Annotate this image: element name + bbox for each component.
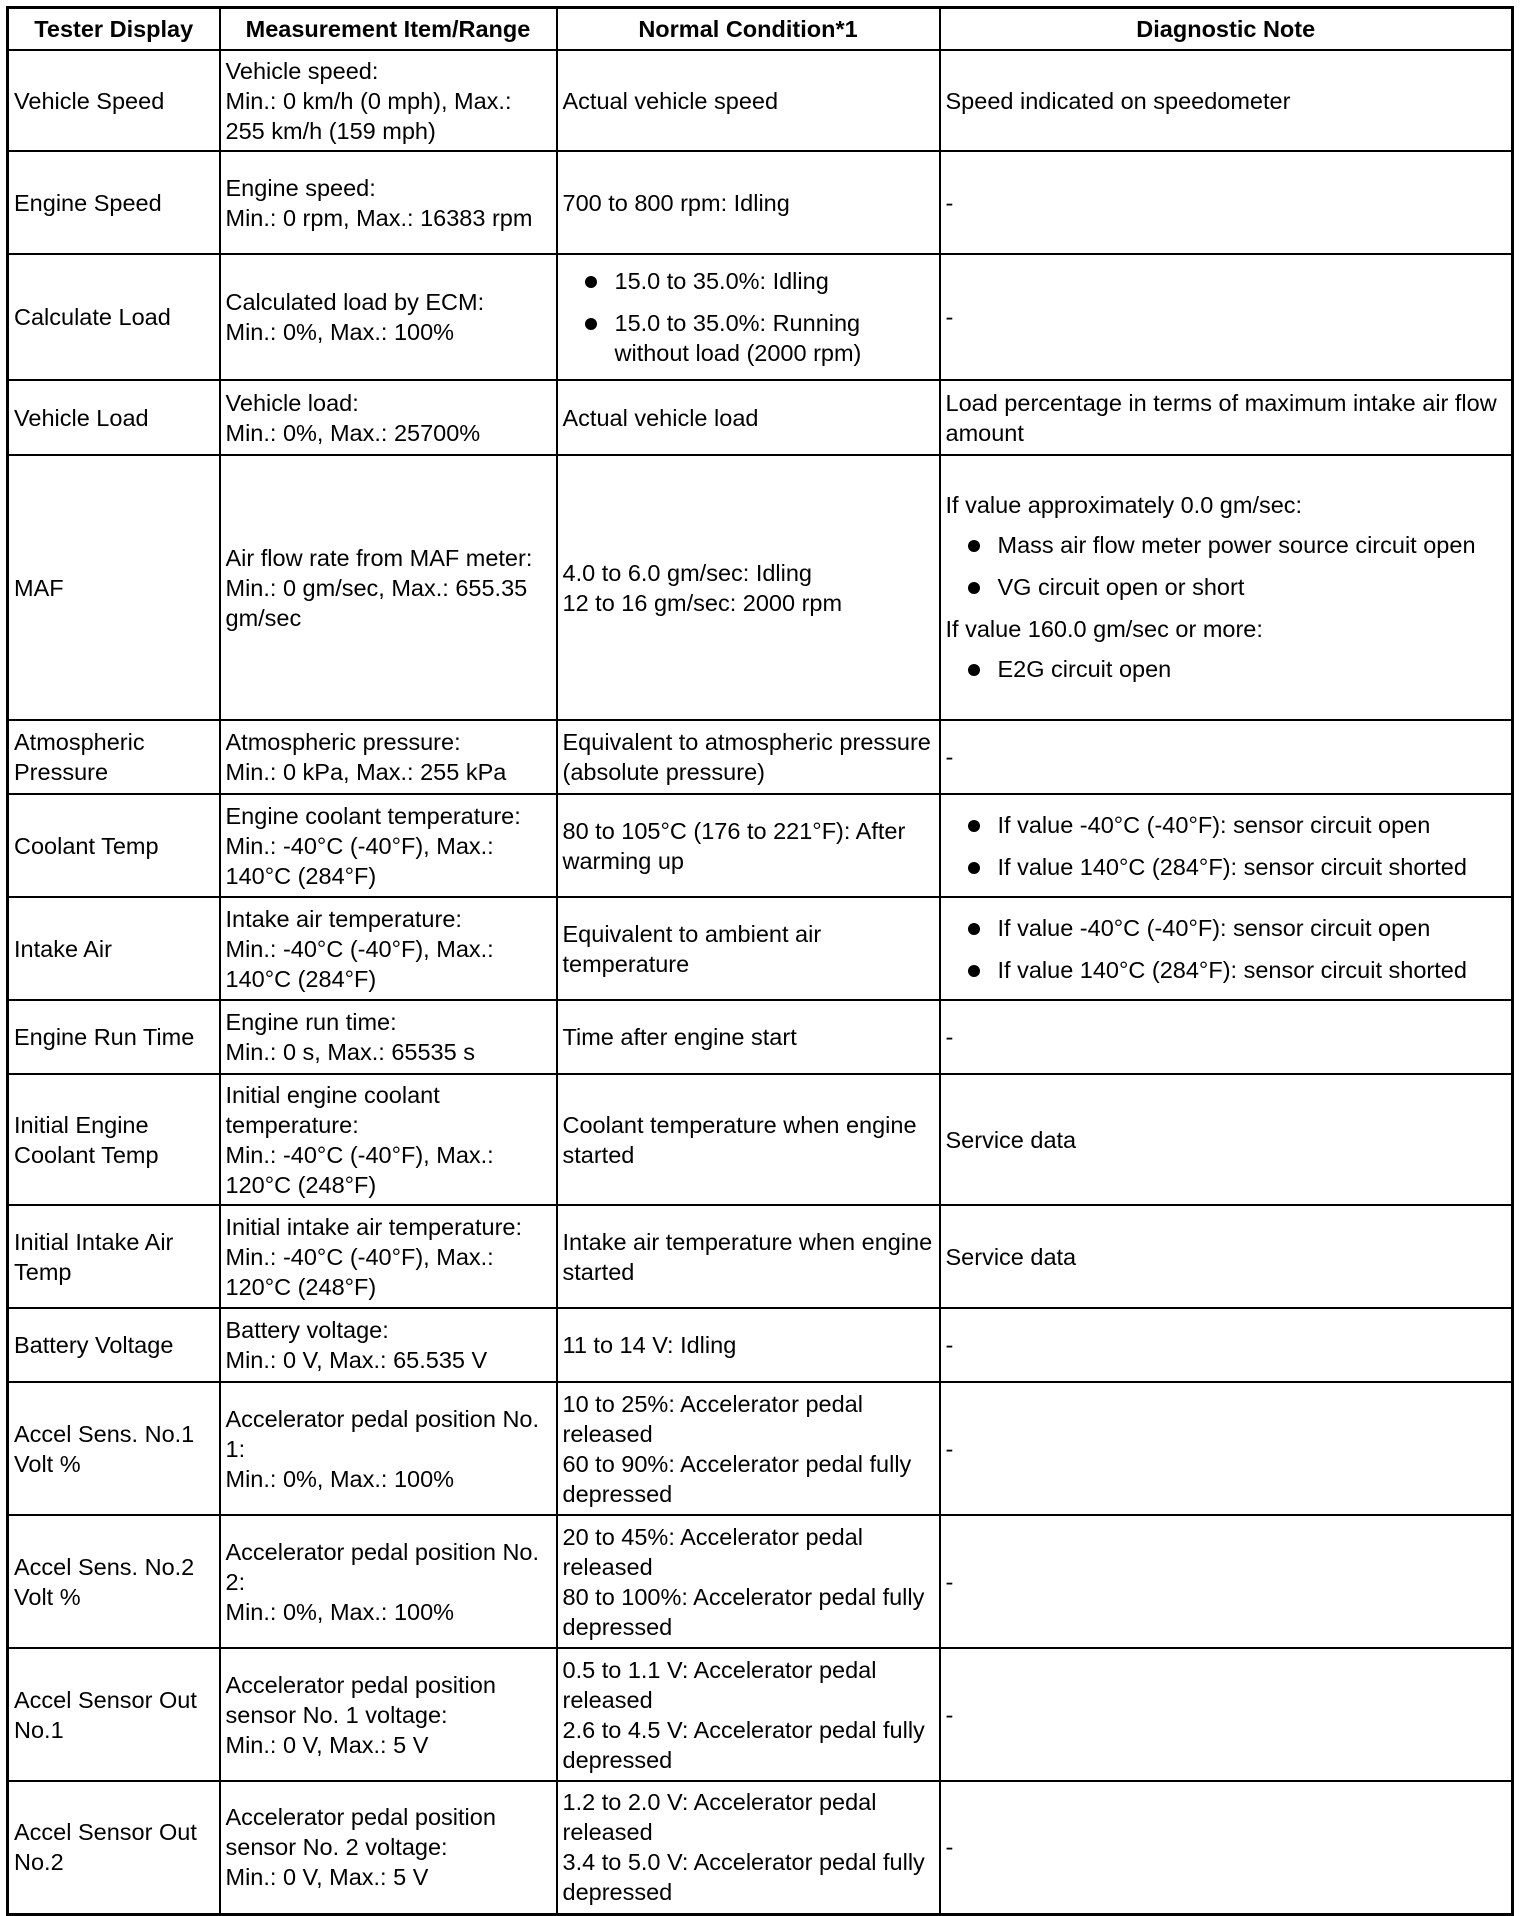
measurement-line: Engine coolant temperature: [225,802,521,829]
condition-line: 10 to 25%: Accelerator pedal released [562,1390,863,1447]
cell-measurement [220,1205,557,1308]
table-row [8,897,1513,1000]
measurement-line: Initial engine coolant temperature: [225,1081,440,1138]
condition-line: Actual vehicle load [562,404,759,431]
condition-line: 80 to 105°C (176 to 221°F): After warming up [562,817,906,874]
condition-line: Equivalent to ambient air temperature [562,920,822,977]
table-row [8,455,1513,720]
cell-tester-display: Vehicle Load [8,380,220,455]
table-row [8,794,1513,897]
cell-measurement [220,254,557,380]
measurement-line: Min.: 0 V, Max.: 65.535 V [225,1347,488,1373]
measurement-line: Battery voltage: [225,1317,389,1343]
measurement-line: Initial intake air temperature: [225,1213,523,1240]
bullet-item: VG circuit open or short [946,572,1507,602]
cell-measurement [220,794,557,897]
condition-line: Equivalent to atmospheric pressure (absolute pressure) [562,729,931,785]
cell-tester-display: Engine Run Time [8,1000,220,1074]
cell-diagnostic-note: - [940,151,1513,254]
cell-diagnostic-note: Service data [940,1205,1513,1308]
measurement-line: Min.: 0%, Max.: 100% [225,319,455,345]
note-bullet-list [946,654,1507,684]
measurement-line: Min.: 0%, Max.: 25700% [225,419,481,446]
cell-measurement [220,380,557,455]
cell-normal-condition [557,1382,940,1515]
cell-normal-condition [557,720,940,794]
note-bullet-list [946,810,1507,882]
cell-tester-display: Accel Sensor Out No.2 [8,1781,220,1914]
cell-diagnostic-note: - [940,1000,1513,1074]
cell-measurement [220,151,557,254]
cell-normal-condition [557,50,940,151]
cell-normal-condition [557,380,940,455]
measurement-line: Min.: -40°C (-40°F), Max.: 120°C (248°F) [225,1141,494,1198]
cell-diagnostic-note: - [940,1648,1513,1781]
measurement-line: Intake air temperature: [225,905,462,932]
table-row [8,1074,1513,1205]
cell-measurement [220,897,557,1000]
cell-diagnostic-note: - [940,720,1513,794]
measurement-line: Engine speed: [225,174,376,201]
measurement-line: Min.: 0 kPa, Max.: 255 kPa [225,759,507,785]
note-bullet-list [946,530,1507,602]
cell-measurement [220,50,557,151]
cell-measurement [220,1382,557,1515]
cell-measurement [220,1074,557,1205]
note-heading: If value approximately 0.0 gm/sec: [945,491,1303,518]
measurement-line: Min.: 0%, Max.: 100% [225,1598,455,1625]
table-header-row [8,8,1513,51]
cell-diagnostic-note: Load percentage in terms of maximum intake air flow amount [940,380,1513,455]
table-row [8,720,1513,794]
cell-tester-display: Battery Voltage [8,1308,220,1382]
bullet-item: If value 140°C (284°F): sensor circuit shorted [946,955,1507,985]
cell-tester-display: Accel Sens. No.1 Volt % [8,1382,220,1515]
cell-normal-condition [557,151,940,254]
cell-tester-display: Initial Engine Coolant Temp [8,1074,220,1205]
condition-bullet-list [563,266,934,368]
measurement-line: Calculated load by ECM: [225,289,485,315]
bullet-item: 15.0 to 35.0%: Idling [563,266,934,296]
table-row [8,380,1513,455]
data-list-table [6,6,1514,1916]
measurement-line: Min.: 0 s, Max.: 65535 s [225,1039,475,1065]
cell-tester-display: MAF [8,455,220,720]
cell-normal-condition [557,1648,940,1781]
measurement-line: Min.: -40°C (-40°F), Max.: 120°C (248°F) [225,1243,494,1300]
cell-diagnostic-note: - [940,1382,1513,1515]
bullet-item: If value -40°C (-40°F): sensor circuit open [946,810,1507,840]
condition-line: 1.2 to 2.0 V: Accelerator pedal released [562,1789,877,1846]
cell-tester-display: Intake Air [8,897,220,1000]
cell-tester-display: Accel Sensor Out No.1 [8,1648,220,1781]
measurement-line: Vehicle speed: [225,57,379,84]
table-row [8,1648,1513,1781]
cell-normal-condition [557,1205,940,1308]
header-normal-condition: Normal Condition*1 [557,8,940,51]
measurement-line: Engine run time: [225,1009,397,1035]
cell-normal-condition [557,1781,940,1914]
measurement-line: Min.: 0 rpm, Max.: 16383 rpm [225,204,533,231]
condition-line: 11 to 14 V: Idling [562,1332,737,1358]
table-row [8,1000,1513,1074]
measurement-line: Accelerator pedal position No. 1: [225,1405,540,1462]
cell-normal-condition [557,455,940,720]
cell-diagnostic-note: - [940,1515,1513,1648]
cell-measurement [220,1648,557,1781]
cell-measurement [220,1515,557,1648]
condition-line: 0.5 to 1.1 V: Accelerator pedal released [562,1656,877,1713]
cell-diagnostic-note: Speed indicated on speedometer [940,50,1513,151]
measurement-line: Vehicle load: [225,389,359,416]
measurement-line: Accelerator pedal position sensor No. 1 voltage: [225,1671,496,1728]
cell-tester-display: Atmospheric Pressure [8,720,220,794]
condition-line: Time after engine start [562,1024,797,1050]
cell-measurement [220,1308,557,1382]
measurement-line: Min.: -40°C (-40°F), Max.: 140°C (284°F) [225,832,494,889]
bullet-item: 15.0 to 35.0%: Running without load (2000 rpm) [563,308,934,368]
bullet-item: Mass air flow meter power source circuit open [946,530,1507,560]
measurement-line: Min.: 0 V, Max.: 5 V [225,1731,429,1758]
cell-tester-display: Coolant Temp [8,794,220,897]
cell-diagnostic-note: - [940,1781,1513,1914]
table-row [8,1382,1513,1515]
table-row [8,1205,1513,1308]
table-row [8,1308,1513,1382]
cell-normal-condition [557,1308,940,1382]
measurement-line: Min.: 0%, Max.: 100% [225,1465,455,1492]
condition-line: 4.0 to 6.0 gm/sec: Idling [562,559,813,586]
cell-diagnostic-note: Service data [940,1074,1513,1205]
note-bullet-list [946,913,1507,985]
cell-tester-display: Calculate Load [8,254,220,380]
table-row [8,1515,1513,1648]
cell-normal-condition [557,254,940,380]
cell-normal-condition [557,1000,940,1074]
cell-normal-condition [557,1074,940,1205]
measurement-line: Min.: 0 V, Max.: 5 V [225,1864,429,1891]
measurement-line: Air flow rate from MAF meter: [225,544,533,571]
header-diagnostic-note: Diagnostic Note [940,8,1513,51]
measurement-line: Accelerator pedal position No. 2: [225,1538,540,1595]
condition-line: Actual vehicle speed [562,87,779,114]
cell-tester-display: Accel Sens. No.2 Volt % [8,1515,220,1648]
cell-normal-condition [557,794,940,897]
condition-line: 700 to 800 rpm: Idling [562,189,790,216]
header-measurement: Measurement Item/Range [220,8,557,51]
condition-line: 20 to 45%: Accelerator pedal released [562,1523,863,1580]
note-heading: If value 160.0 gm/sec or more: [945,615,1263,642]
table-row [8,151,1513,254]
bullet-item: E2G circuit open [946,654,1507,684]
condition-line: Intake air temperature when engine started [562,1228,933,1285]
bullet-item: If value -40°C (-40°F): sensor circuit open [946,913,1507,943]
cell-tester-display: Engine Speed [8,151,220,254]
cell-diagnostic-note: - [940,254,1513,380]
cell-diagnostic-note [940,794,1513,897]
condition-line: 12 to 16 gm/sec: 2000 rpm [562,589,843,616]
cell-measurement [220,720,557,794]
table-row [8,50,1513,151]
cell-measurement [220,1781,557,1914]
cell-normal-condition [557,897,940,1000]
condition-line: 3.4 to 5.0 V: Accelerator pedal fully depressed [562,1849,925,1906]
cell-diagnostic-note: - [940,1308,1513,1382]
header-tester-display: Tester Display [8,8,220,51]
condition-line: Coolant temperature when engine started [562,1111,917,1168]
table-row [8,254,1513,380]
measurement-line: Min.: 0 km/h (0 mph), Max.: 255 km/h (159 mph) [225,87,512,144]
table-row [8,1781,1513,1914]
cell-diagnostic-note [940,455,1513,720]
measurement-line: Accelerator pedal position sensor No. 2 voltage: [225,1804,496,1861]
condition-line: 2.6 to 4.5 V: Accelerator pedal fully depressed [562,1716,925,1773]
cell-measurement [220,455,557,720]
cell-tester-display: Initial Intake Air Temp [8,1205,220,1308]
cell-diagnostic-note [940,897,1513,1000]
measurement-line: Min.: 0 gm/sec, Max.: 655.35 gm/sec [225,574,528,631]
cell-measurement [220,1000,557,1074]
cell-normal-condition [557,1515,940,1648]
condition-line: 60 to 90%: Accelerator pedal fully depressed [562,1450,912,1507]
condition-line: 80 to 100%: Accelerator pedal fully depressed [562,1583,925,1640]
bullet-item: If value 140°C (284°F): sensor circuit shorted [946,852,1507,882]
cell-tester-display: Vehicle Speed [8,50,220,151]
measurement-line: Min.: -40°C (-40°F), Max.: 140°C (284°F) [225,935,494,992]
measurement-line: Atmospheric pressure: [225,729,461,755]
